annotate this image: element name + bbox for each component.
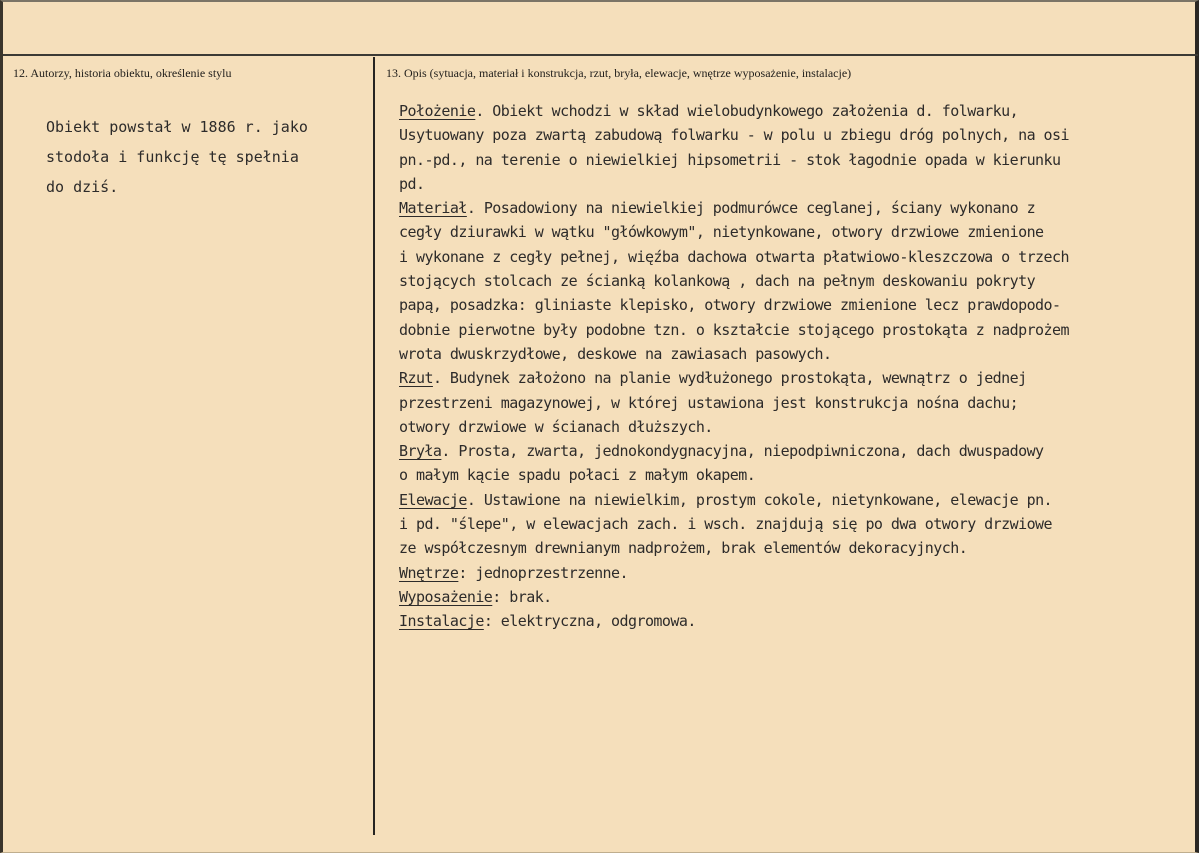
column-divider bbox=[373, 57, 375, 835]
section-keyword: Rzut bbox=[399, 369, 433, 388]
section-12-line: Obiekt powstał w 1886 r. jako bbox=[46, 118, 308, 136]
section-13-line bbox=[399, 99, 1069, 123]
section-13-line bbox=[399, 512, 1069, 536]
line-text: . Obiekt wchodzi w skład wielobudynkowego założenia d. folwarku, bbox=[475, 102, 1019, 120]
section-13-line bbox=[399, 148, 1069, 172]
line-text: : brak. bbox=[492, 587, 552, 606]
section-13-line bbox=[399, 536, 1069, 560]
section-13-header: 13. Opis (sytuacja, materiał i konstrukcja, rzut, bryła, elewacje, wnętrze wyposażenie, instalacje) bbox=[386, 66, 852, 80]
line-text: ze współczesnym drewnianym nadprożem, brak elementów dekoracyjnych. bbox=[399, 539, 968, 558]
header-rule bbox=[3, 54, 1198, 56]
line-text: . Prosta, zwarta, jednokondygnacyjna, niepodpiwniczona, dach dwuspadowy bbox=[441, 442, 1044, 461]
section-keyword: Położenie bbox=[399, 102, 476, 120]
line-text: otwory drzwiowe w ścianach dłuższych. bbox=[399, 417, 713, 436]
line-text: wrota dwuskrzydłowe, deskowe na zawiasach pasowych. bbox=[399, 344, 832, 363]
line-text: o małym kącie spadu połaci z małym okapem. bbox=[399, 466, 756, 485]
section-13-line bbox=[399, 366, 1069, 390]
line-text: pd. bbox=[399, 174, 425, 193]
section-keyword: Wnętrze bbox=[399, 563, 459, 582]
section-13-line bbox=[399, 245, 1069, 269]
section-keyword: Materiał bbox=[399, 199, 467, 218]
section-12-header: 12. Autorzy, historia obiektu, określenie stylu bbox=[13, 66, 232, 80]
section-13-line bbox=[399, 609, 1069, 633]
section-keyword: Instalacje bbox=[399, 612, 484, 631]
line-text: dobnie pierwotne były podobne tzn. o kształcie stojącego prostokąta z nadprożem bbox=[399, 320, 1069, 339]
section-13-line bbox=[399, 293, 1069, 317]
section-keyword: Wyposażenie bbox=[399, 587, 493, 606]
line-text: i pd. "ślepe", w elewacjach zach. i wsch. znajdują się po dwa otwory drzwiowe bbox=[399, 515, 1053, 534]
line-text: . Budynek założono na planie wydłużonego prostokąta, wewnątrz o jednej bbox=[432, 369, 1027, 388]
line-text: . Posadowiony na niewielkiej podmurówce ceglanej, ściany wykonano z bbox=[466, 199, 1036, 218]
line-text: pn.-pd., na terenie o niewielkiej hipsometrii - stok łagodnie opada w kierunku bbox=[399, 150, 1061, 169]
section-keyword: Elewacje bbox=[399, 490, 467, 509]
section-13-body bbox=[399, 99, 1069, 634]
section-13-line bbox=[399, 391, 1069, 415]
section-12-line: stodoła i funkcję tę spełnia bbox=[46, 148, 299, 166]
section-13-line bbox=[399, 585, 1069, 609]
section-keyword: Bryła bbox=[399, 442, 442, 461]
line-text: Usytuowany poza zwartą zabudową folwarku - w polu u zbiegu dróg polnych, na osi bbox=[399, 126, 1069, 145]
section-13-line bbox=[399, 463, 1069, 487]
section-13-line bbox=[399, 318, 1069, 342]
line-text: : jednoprzestrzenne. bbox=[458, 563, 628, 582]
line-text: papą, posadzka: gliniaste klepisko, otwory drzwiowe zmienione lecz prawdopodo- bbox=[399, 296, 1061, 315]
section-13-line bbox=[399, 220, 1069, 244]
line-text: . Ustawione na niewielkim, prostym cokole, nietynkowane, elewacje pn. bbox=[466, 490, 1053, 509]
section-13-line bbox=[399, 172, 1069, 196]
line-text: przestrzeni magazynowej, w której ustawiona jest konstrukcja nośna dachu; bbox=[399, 393, 1019, 412]
section-12-line: do dziś. bbox=[46, 178, 119, 196]
line-text: : elektryczna, odgromowa. bbox=[483, 612, 696, 631]
line-text: stojących stolcach ze ścianką kolankową , dach na pełnym deskowaniu pokryty bbox=[399, 272, 1036, 291]
section-13-line bbox=[399, 415, 1069, 439]
section-13-line bbox=[399, 196, 1069, 220]
section-13-line bbox=[399, 488, 1069, 512]
section-13-line bbox=[399, 561, 1069, 585]
section-13-line bbox=[399, 439, 1069, 463]
section-12-body bbox=[46, 112, 308, 202]
line-text: i wykonane z cegły pełnej, więźba dachowa otwarta płatwiowo-kleszczowa o trzech bbox=[399, 247, 1069, 266]
section-13-line bbox=[399, 342, 1069, 366]
line-text: cegły dziurawki w wątku "główkowym", nietynkowane, otwory drzwiowe zmienione bbox=[399, 223, 1044, 242]
section-13-line bbox=[399, 269, 1069, 293]
section-13-line bbox=[399, 123, 1069, 147]
